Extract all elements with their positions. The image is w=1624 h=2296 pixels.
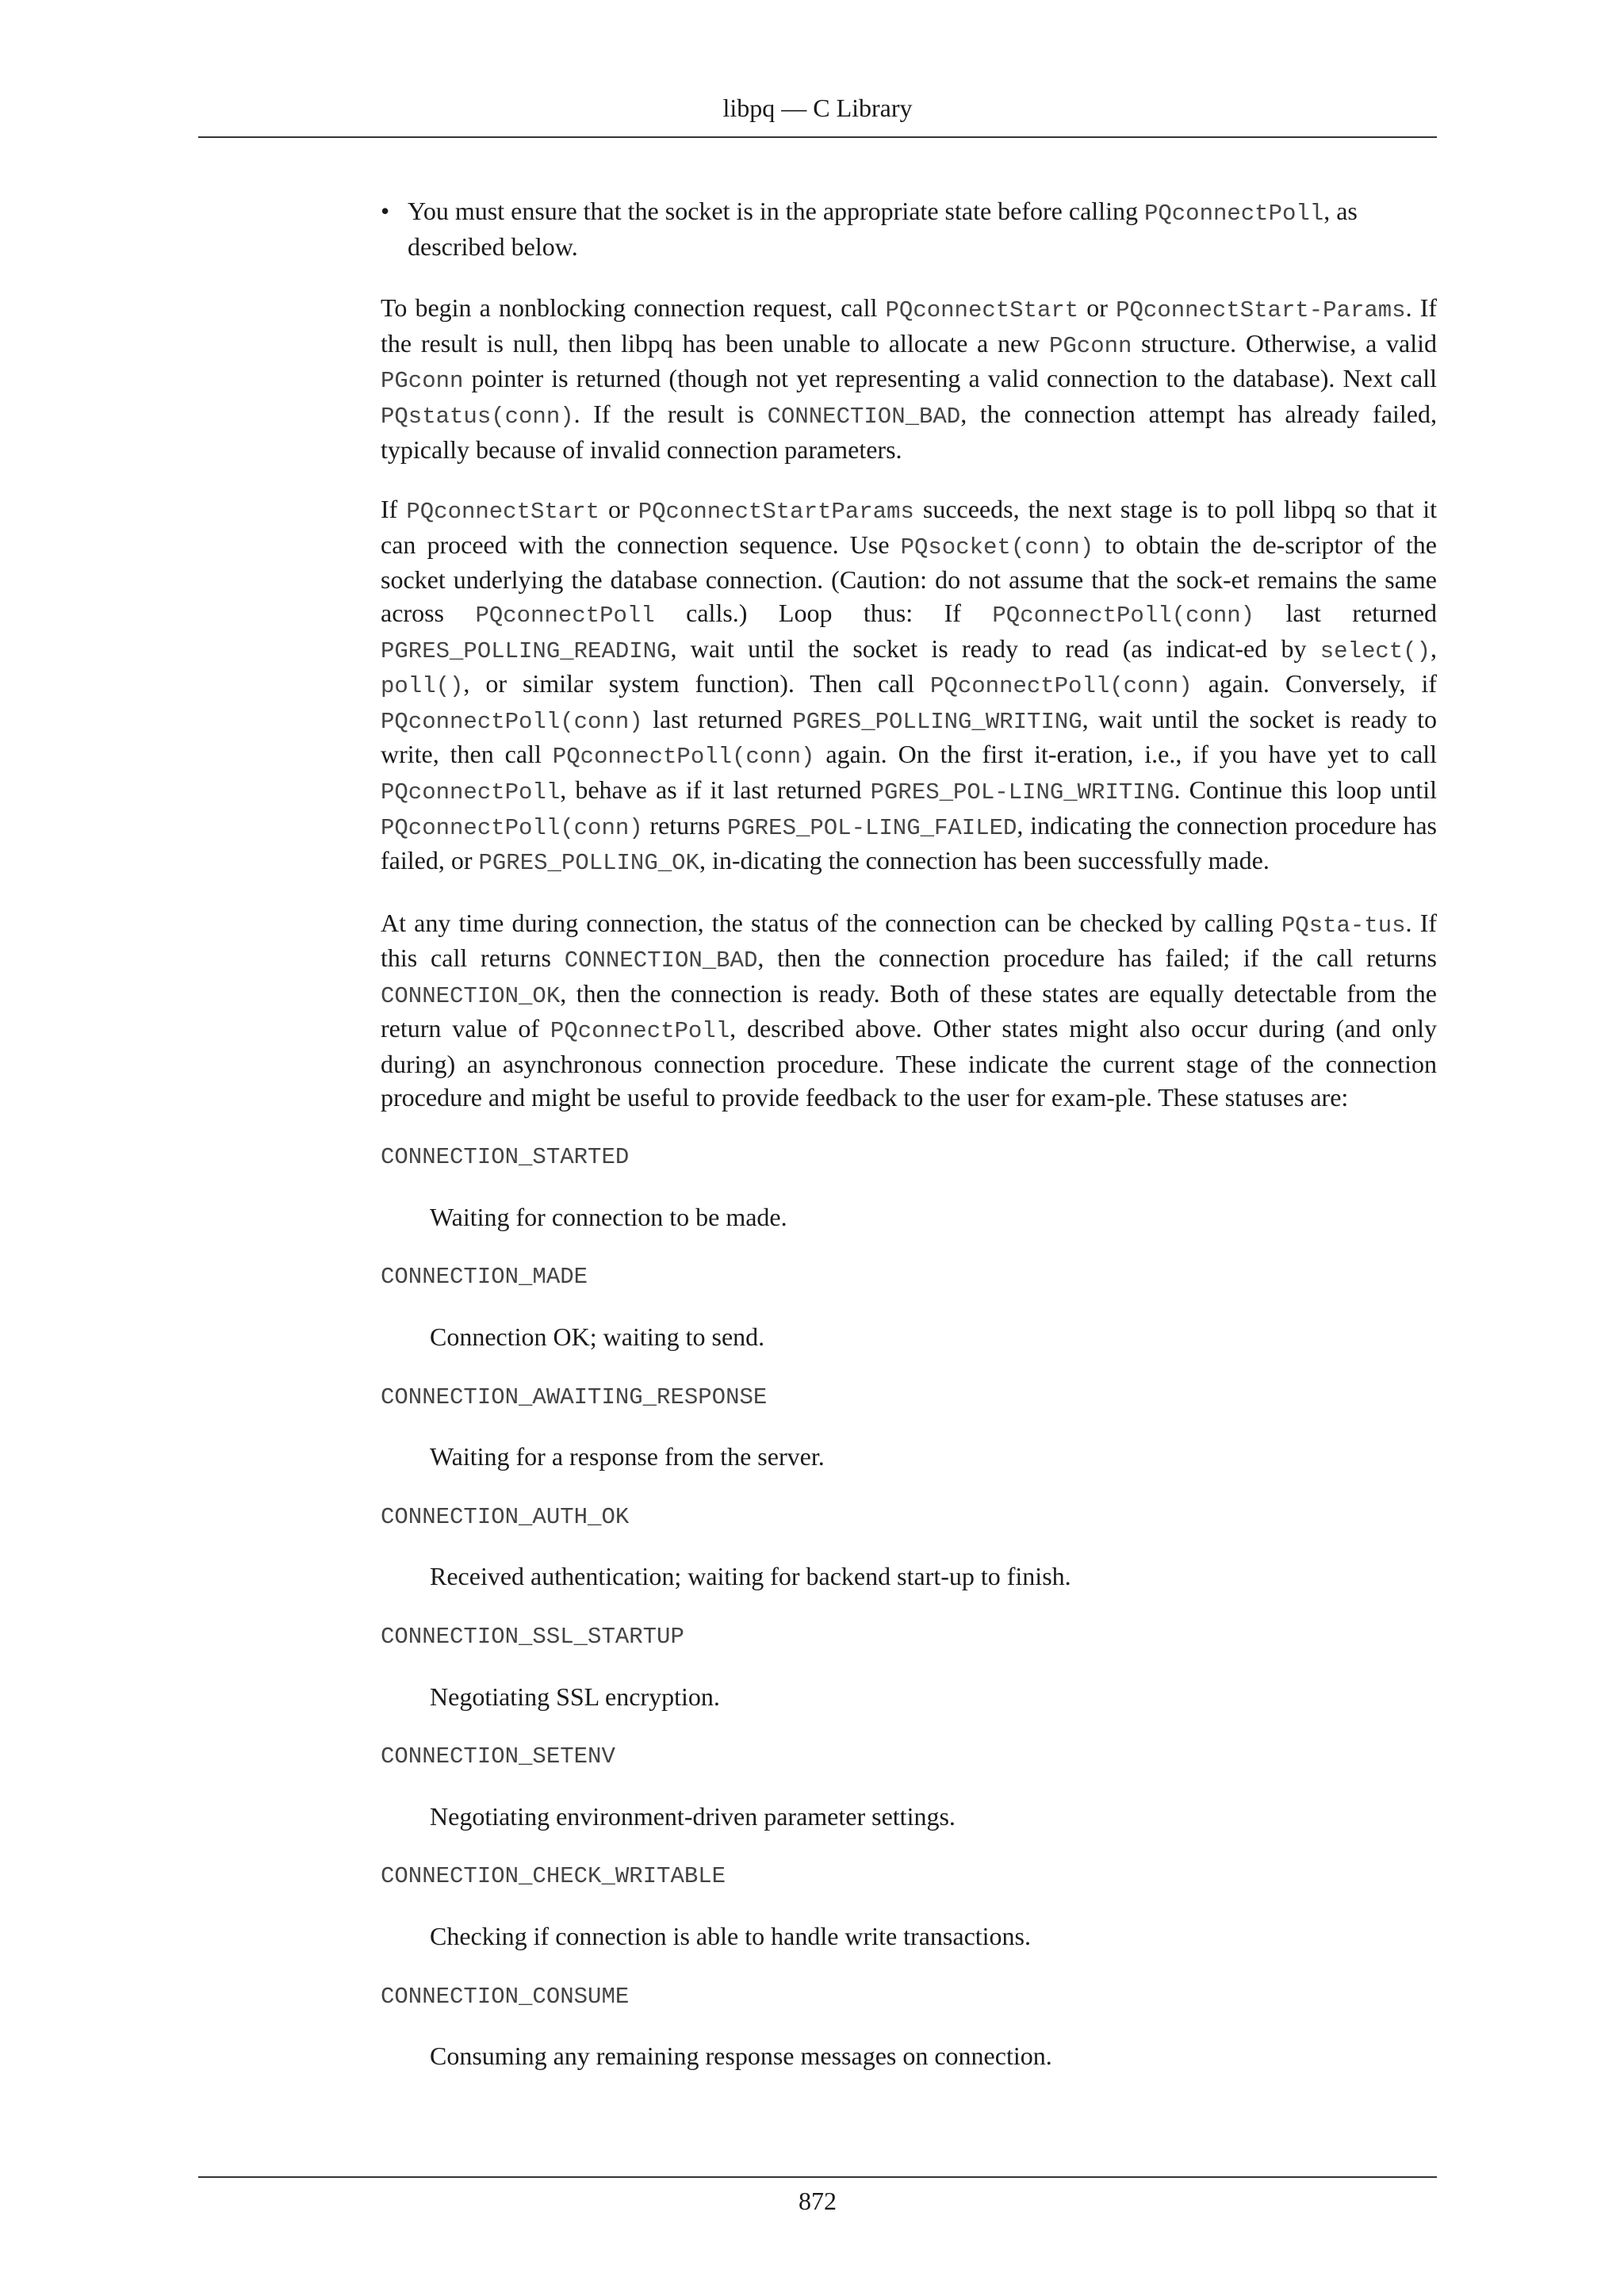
bullet-icon: • xyxy=(381,197,390,225)
paragraph-polling-loop xyxy=(381,493,1437,880)
text: . Continue this loop until xyxy=(1174,775,1438,804)
status-description: Negotiating SSL encryption. xyxy=(430,1682,720,1711)
text: At any time during connection, the status of the connection can be checked by calling xyxy=(381,908,1281,937)
text: last returned xyxy=(642,704,793,733)
code-literal: PQconnectPoll(conn) xyxy=(381,814,643,841)
text: . If the result is null, then libpq has been unable to allocate a new xyxy=(381,293,1438,358)
status-description: Checking if connection is able to handle write transactions. xyxy=(430,1921,1031,1950)
code-literal: PQconnectPoll(conn) xyxy=(992,602,1255,629)
text: , behave as if it last returned xyxy=(560,775,871,804)
status-term: CONNECTION_SETENV xyxy=(381,1743,615,1770)
paragraph-nonblocking-request xyxy=(381,292,1437,466)
code-literal: PQconnectPoll xyxy=(475,602,655,629)
text: calls.) Loop thus: If xyxy=(654,598,993,627)
code-literal: poll() xyxy=(381,673,464,700)
code-literal: PQstatus(conn) xyxy=(381,403,574,430)
code-literal: PQconnectPoll xyxy=(1143,201,1324,227)
code-literal: CONNECTION_BAD xyxy=(564,947,758,974)
text: , wait until the socket is ready to write, then call xyxy=(381,704,1438,769)
text: , wait until the socket is ready to read (as indicat-ed by xyxy=(670,633,1320,663)
text: succeeds, the next stage is to poll libpq so that it can proceed with the connection sequence. Use xyxy=(381,495,1437,559)
text: , as described below. xyxy=(408,197,1358,261)
status-term: CONNECTION_MADE xyxy=(381,1264,588,1291)
code-literal: PGconn xyxy=(381,368,464,395)
status-term: CONNECTION_SSL_STARTUP xyxy=(381,1624,684,1650)
page-header: libpq — C Library xyxy=(722,94,913,122)
code-literal: select() xyxy=(1320,637,1431,664)
text: . If the result is xyxy=(573,399,768,428)
text: pointer is returned (though not yet representing a valid connection to the database). Next call xyxy=(463,364,1437,393)
text: , then the connection procedure has failed; if the call returns xyxy=(757,943,1438,973)
paragraph-connection-status xyxy=(381,907,1437,1115)
code-literal: PQconnectStart xyxy=(885,297,1079,324)
status-description: Received authentication; waiting for backend start-up to finish. xyxy=(430,1562,1071,1591)
code-literal: PGconn xyxy=(1048,332,1132,359)
status-description: Negotiating environment-driven parameter settings. xyxy=(430,1801,956,1831)
code-literal: CONNECTION_BAD xyxy=(767,403,961,430)
text: To begin a nonblocking connection request, call xyxy=(381,293,886,323)
status-description: Consuming any remaining response messages on connection. xyxy=(430,2042,1052,2071)
code-literal: PGRES_POLLING_WRITING xyxy=(792,708,1082,735)
code-literal: PQconnectStart-Params xyxy=(1116,297,1406,324)
code-literal: PQconnectPoll(conn) xyxy=(930,673,1193,700)
code-literal: PGRES_POL-LING_WRITING xyxy=(870,779,1174,806)
status-description: Waiting for connection to be made. xyxy=(430,1202,787,1231)
code-literal: PGRES_POLLING_OK xyxy=(478,850,699,877)
text: , in-dicating the connection has been successfully made. xyxy=(699,846,1270,875)
code-literal: PQsocket(conn) xyxy=(900,534,1094,561)
header-rule xyxy=(198,136,1437,138)
text: , described above. Other states might also occur during (and only during) an asynchronous connection procedure. These indicate the current stage of the connection procedure and might be useful to provide feedback to the user for exam-ple. These statuses are: xyxy=(381,1014,1438,1112)
list-item xyxy=(381,195,1437,263)
code-literal: PQconnectPoll(conn) xyxy=(381,708,643,735)
text: again. Conversely, if xyxy=(1192,669,1438,698)
text: last returned xyxy=(1254,598,1438,627)
status-term: CONNECTION_AUTH_OK xyxy=(381,1503,630,1530)
page-content xyxy=(381,195,1437,2100)
code-literal: PQsta-tus xyxy=(1281,912,1406,939)
text: structure. Otherwise, a valid xyxy=(1132,328,1437,358)
footer-rule xyxy=(198,2176,1437,2178)
text: , then the connection is ready. Both of these states are equally detectable from the return value of xyxy=(381,978,1437,1043)
text: , or similar system function). Then call xyxy=(463,669,931,698)
text: returns xyxy=(642,810,727,840)
text: . If this call returns xyxy=(381,908,1438,973)
code-literal: PGRES_POL-LING_FAILED xyxy=(726,814,1017,841)
code-literal: PQconnectPoll xyxy=(381,779,561,806)
code-literal: PQconnectPoll xyxy=(550,1018,730,1045)
text: or xyxy=(1078,293,1116,323)
page-number: 872 xyxy=(799,2187,837,2215)
code-literal: PGRES_POLLING_READING xyxy=(381,637,671,664)
status-term: CONNECTION_CHECK_WRITABLE xyxy=(381,1863,726,1890)
text: , xyxy=(1431,633,1437,663)
text: You must ensure that the socket is in the appropriate state before calling xyxy=(408,197,1144,225)
text: , the connection attempt has already failed, typically because of invalid connection parameters. xyxy=(381,399,1438,464)
status-term: CONNECTION_CONSUME xyxy=(381,1983,630,2010)
status-description: Connection OK; waiting to send. xyxy=(430,1322,765,1352)
status-description: Waiting for a response from the server. xyxy=(430,1442,825,1471)
code-literal: CONNECTION_OK xyxy=(381,982,561,1009)
code-literal: PQconnectStart xyxy=(406,499,599,526)
code-literal: PQconnectPoll(conn) xyxy=(552,744,815,771)
text: or xyxy=(599,495,638,524)
code-literal: PQconnectStartParams xyxy=(638,499,914,526)
text: If xyxy=(381,495,407,524)
status-term: CONNECTION_AWAITING_RESPONSE xyxy=(381,1383,768,1410)
text: , indicating the connection procedure has failed, or xyxy=(381,810,1438,875)
text: again. On the first it-eration, i.e., if you have yet to call xyxy=(814,740,1438,769)
status-term: CONNECTION_STARTED xyxy=(381,1144,630,1171)
text: to obtain the de-scriptor of the socket underlying the database connection. (Caution: do not assume that the sock-et remains the same across xyxy=(381,530,1438,627)
